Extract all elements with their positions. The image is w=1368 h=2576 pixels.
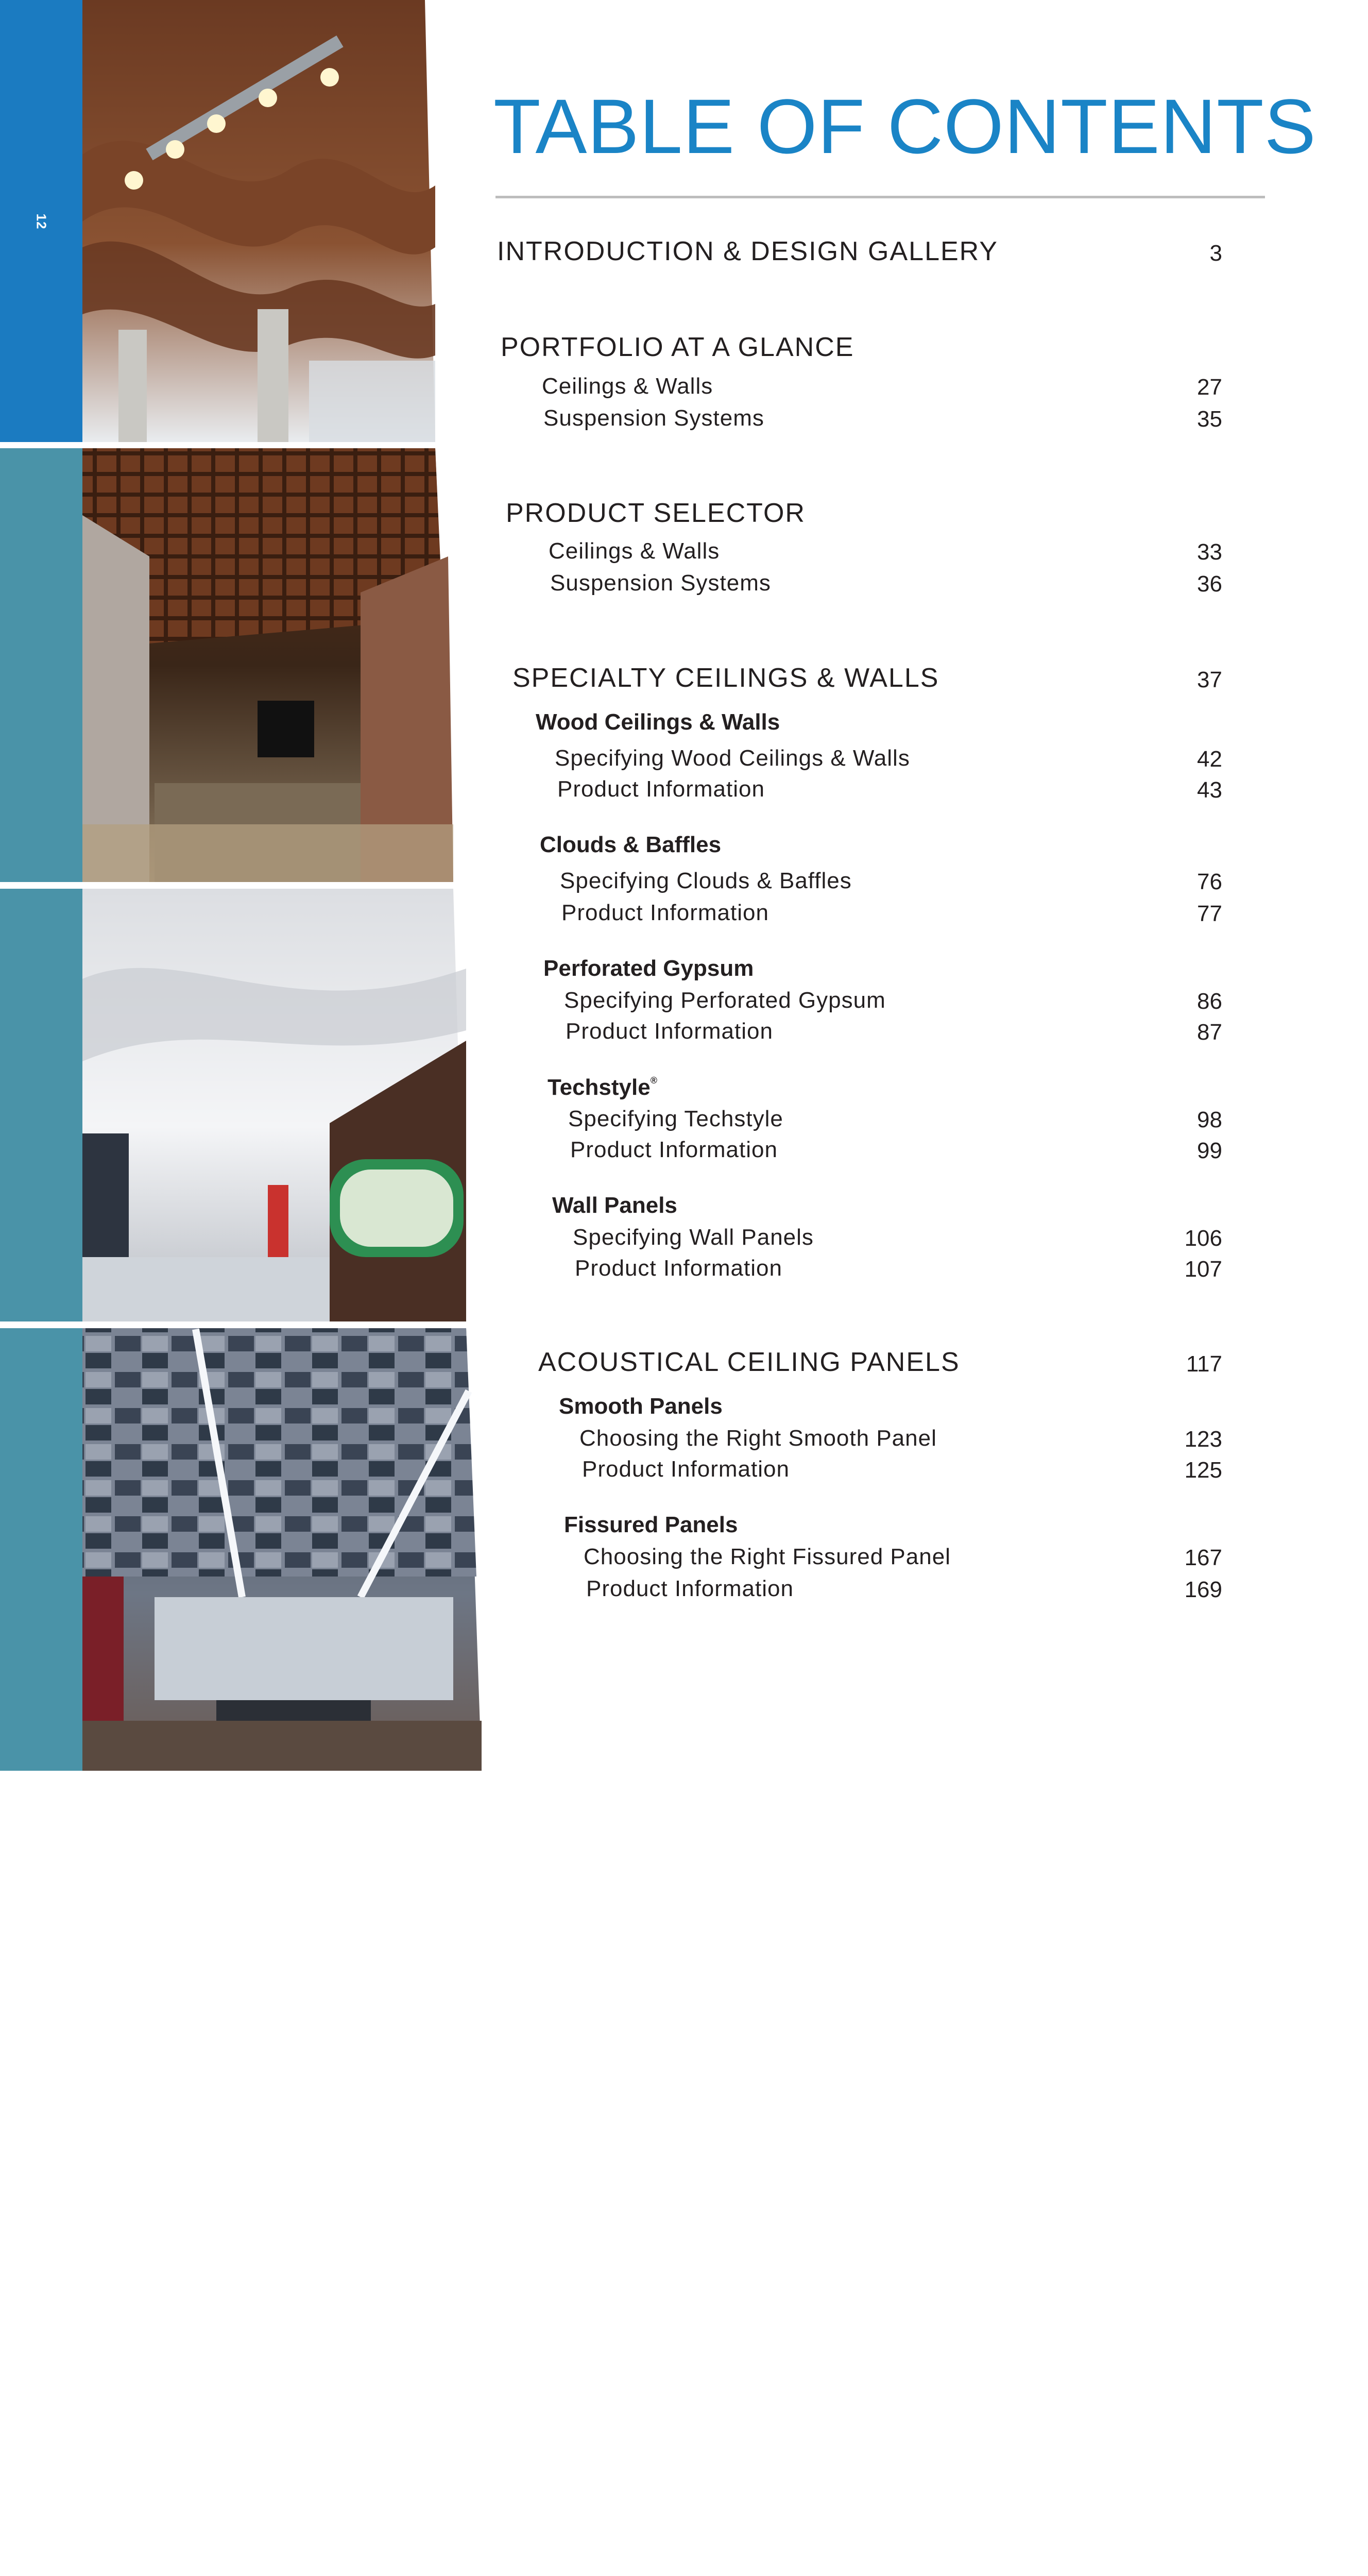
toc-item[interactable]: Specifying Clouds & Baffles — [560, 868, 852, 893]
toc-page-number: 125 — [1184, 1458, 1222, 1483]
toc-subsection-clouds[interactable]: Clouds & Baffles — [540, 832, 722, 857]
registered-mark: ® — [650, 1075, 657, 1086]
toc-section-acoustical[interactable]: ACOUSTICAL CEILING PANELS — [538, 1347, 960, 1377]
page-title: TABLE OF CONTENTS — [493, 83, 1316, 170]
toc-section-specialty[interactable]: SPECIALTY CEILINGS & WALLS — [512, 663, 939, 693]
toc-subsection-smooth[interactable]: Smooth Panels — [559, 1394, 723, 1419]
toc-item[interactable]: Product Information — [561, 900, 769, 925]
toc-page-number: 3 — [1209, 241, 1222, 266]
toc-subsection-wood[interactable]: Wood Ceilings & Walls — [536, 709, 780, 735]
toc-page-number: 106 — [1184, 1226, 1222, 1251]
toc-subsection-label: Techstyle — [548, 1075, 651, 1100]
toc-section-portfolio[interactable]: PORTFOLIO AT A GLANCE — [501, 332, 854, 362]
toc-subsection-wall-panels[interactable]: Wall Panels — [552, 1193, 677, 1218]
toc-page-number: 98 — [1197, 1107, 1222, 1132]
toc-page-number: 27 — [1197, 375, 1222, 400]
toc-section-intro[interactable]: INTRODUCTION & DESIGN GALLERY — [497, 236, 998, 266]
toc-item[interactable]: Ceilings & Walls — [549, 538, 720, 564]
toc-page-number: 42 — [1197, 747, 1222, 772]
photo-white-wave-mall — [82, 889, 466, 1321]
toc-item[interactable]: Ceilings & Walls — [542, 374, 713, 399]
side-tab-3[interactable] — [0, 889, 82, 2002]
photo-acoustic-panel-ceiling — [82, 1328, 482, 1771]
toc-item[interactable]: Specifying Wood Ceilings & Walls — [555, 745, 910, 771]
side-tab-1[interactable] — [0, 0, 82, 442]
toc-item[interactable]: Suspension Systems — [550, 570, 771, 596]
toc-subsection-fissured[interactable]: Fissured Panels — [564, 1512, 738, 1537]
photo-wood-wave-ceiling — [82, 0, 435, 442]
toc-page-number: 87 — [1197, 1020, 1222, 1045]
toc-page-number: 76 — [1197, 869, 1222, 894]
toc-item[interactable]: Product Information — [582, 1456, 790, 1482]
toc-page-number: 33 — [1197, 539, 1222, 565]
toc-item[interactable]: Product Information — [557, 776, 765, 802]
side-tab-2[interactable] — [0, 448, 82, 882]
toc-page-number: 37 — [1197, 667, 1222, 692]
side-tab-4[interactable] — [0, 1328, 82, 1771]
side-tab-number: 75 — [33, 1986, 49, 2002]
toc-item[interactable]: Specifying Techstyle — [568, 1106, 783, 1131]
toc-item[interactable]: Product Information — [570, 1137, 778, 1162]
photo-strip — [0, 0, 494, 2002]
toc-item[interactable]: Suspension Systems — [543, 405, 764, 431]
toc-page-number: 99 — [1197, 1138, 1222, 1163]
toc-page-number: 167 — [1184, 1545, 1222, 1570]
toc-page-number: 36 — [1197, 571, 1222, 597]
toc-page-number: 77 — [1197, 901, 1222, 926]
toc-page-number: 35 — [1197, 406, 1222, 432]
toc-item[interactable]: Product Information — [566, 1019, 773, 1044]
toc-page-number: 117 — [1186, 1351, 1222, 1377]
toc-page-number: 107 — [1184, 1257, 1222, 1282]
toc-page-number: 86 — [1197, 989, 1222, 1014]
toc-item[interactable]: Choosing the Right Fissured Panel — [584, 1544, 951, 1569]
toc-section-selector[interactable]: PRODUCT SELECTOR — [506, 498, 806, 528]
toc-page-number: 123 — [1184, 1427, 1222, 1452]
toc-subsection-gypsum[interactable]: Perforated Gypsum — [543, 956, 754, 981]
side-tab-number: 12 — [33, 213, 49, 230]
toc-item[interactable]: Specifying Perforated Gypsum — [564, 988, 886, 1013]
title-divider — [495, 196, 1265, 198]
toc-item[interactable]: Choosing the Right Smooth Panel — [579, 1426, 937, 1451]
photo-wood-grid-restaurant — [82, 448, 453, 882]
toc-subsection-techstyle[interactable] — [548, 1076, 657, 1099]
toc-item[interactable]: Product Information — [575, 1256, 782, 1281]
toc-item[interactable]: Product Information — [586, 1576, 794, 1601]
toc-page-number: 169 — [1184, 1577, 1222, 1602]
toc-page-number: 43 — [1197, 777, 1222, 803]
toc-item[interactable]: Specifying Wall Panels — [573, 1225, 814, 1250]
